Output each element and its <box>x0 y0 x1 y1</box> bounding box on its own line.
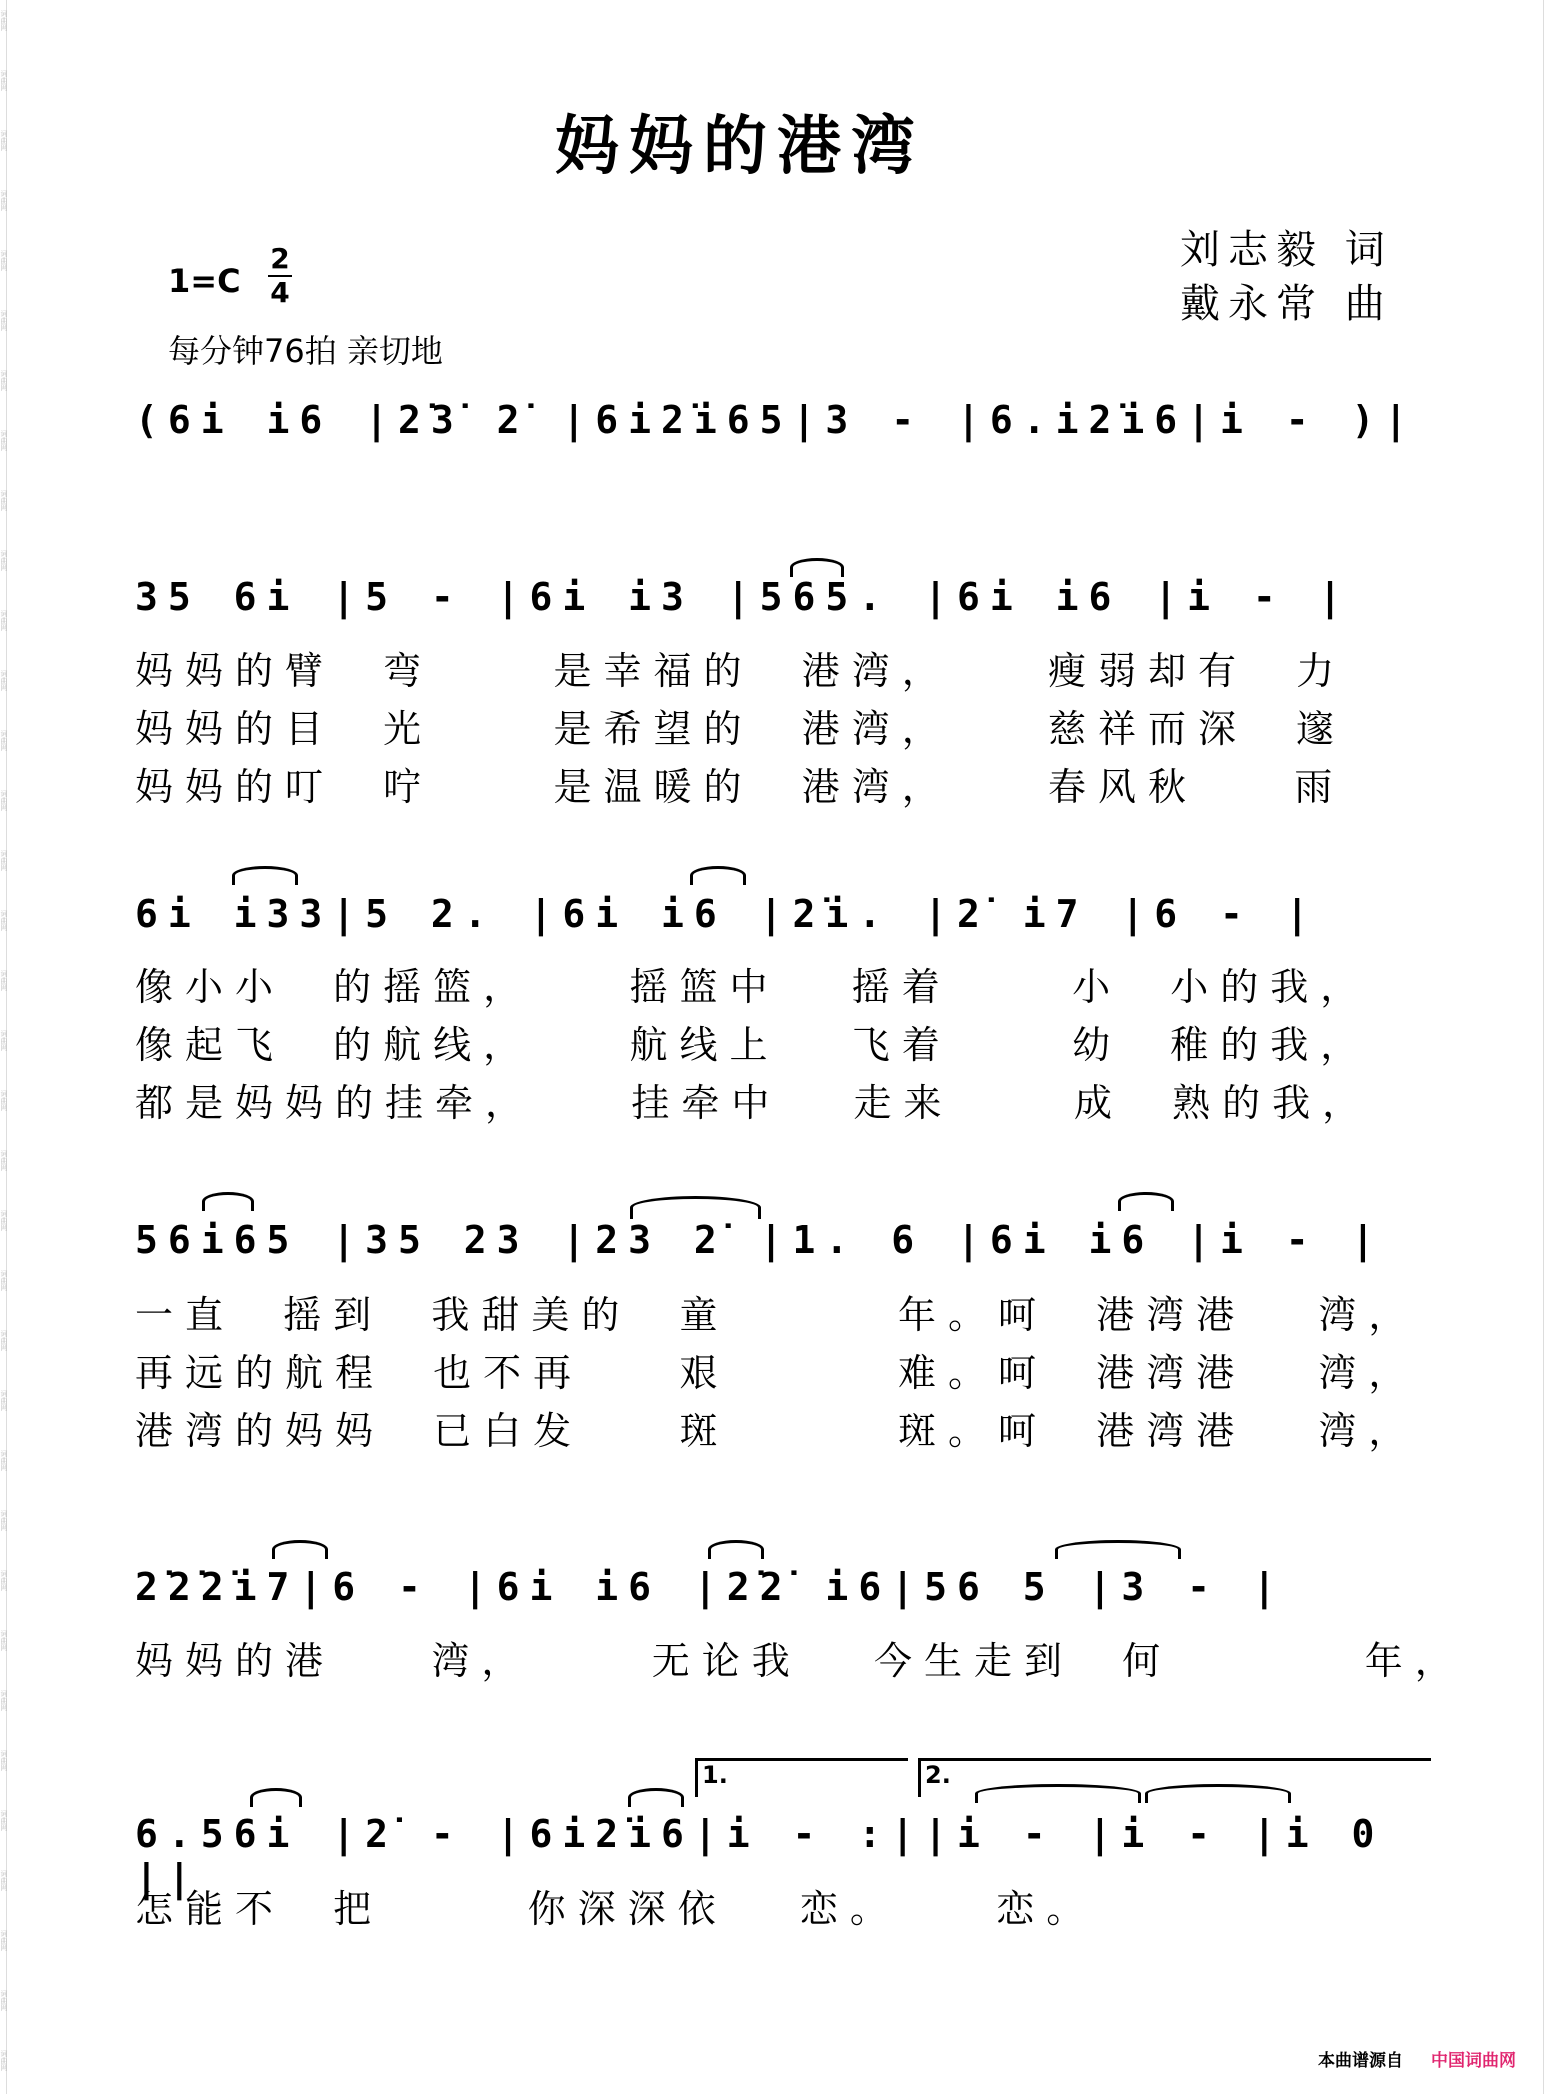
slur <box>628 1788 684 1807</box>
right-margin-strip <box>1543 0 1550 2094</box>
watermark-text: 词曲网 <box>0 970 8 991</box>
lyric-line-2-verse-1: 像小小 的摇篮， 摇篮中 摇着 小 小的我， <box>135 965 1371 1009</box>
slur <box>202 1192 254 1211</box>
lyric-line-2-verse-3: 都是妈妈的挂牵， 挂牵中 走来 成 熟的我， <box>135 1081 1373 1125</box>
composer-credit: 戴永常 曲 <box>1180 281 1393 327</box>
lyricist-credit: 刘志毅 词 <box>1180 227 1393 273</box>
watermark-text: 词曲网 <box>0 430 8 451</box>
slur <box>708 1540 764 1559</box>
watermark-text: 词曲网 <box>0 550 8 571</box>
lyric-line-5: 怎能不 把 你深深依 恋。 恋。 <box>135 1887 1097 1931</box>
watermark-text: 词曲网 <box>0 1270 8 1291</box>
time-denominator: 4 <box>270 276 290 309</box>
left-margin-strip <box>0 0 7 2094</box>
watermark-text: 词曲网 <box>0 1930 8 1951</box>
slur <box>232 866 298 885</box>
site-link[interactable]: 中国词曲网 <box>1431 2051 1516 2071</box>
watermark-text: 词曲网 <box>0 1870 8 1891</box>
watermark-text: 词曲网 <box>0 2050 8 2071</box>
lyric-line-4: 妈妈的港 湾， 无论我 今生走到 何 年， <box>135 1639 1465 1683</box>
watermark-text: 词曲网 <box>0 70 8 91</box>
watermark-text: 词曲网 <box>0 10 8 31</box>
watermark-text: 词曲网 <box>0 370 8 391</box>
score-line-3: 56i65 |35 23 |23 2̇ |1. 6 |6i i6 |i - | <box>135 1218 1385 1262</box>
score-line-2: 6i i33|5 2. |6i i6 |2̇i. |2̇ i7 |6 - | <box>135 892 1319 936</box>
slur <box>250 1788 302 1807</box>
slur <box>1055 1540 1181 1559</box>
slur <box>690 866 746 885</box>
watermark-text: 词曲网 <box>0 1690 8 1711</box>
watermark-text: 词曲网 <box>0 910 8 931</box>
time-numerator: 2 <box>270 242 290 275</box>
watermark-text: 词曲网 <box>0 790 8 811</box>
watermark-text: 词曲网 <box>0 250 8 271</box>
lyric-line-1-verse-2: 妈妈的目 光 是希望的 港湾， 慈祥而深 邃 <box>135 707 1347 751</box>
key-signature: 1=C <box>168 262 241 300</box>
watermark-text: 词曲网 <box>0 1510 8 1531</box>
watermark-text: 词曲网 <box>0 1630 8 1651</box>
song-title: 妈妈的港湾 <box>555 109 925 184</box>
first-ending-label: 1. <box>702 1761 728 1789</box>
watermark-text: 词曲网 <box>0 1210 8 1231</box>
watermark-text: 词曲网 <box>0 670 8 691</box>
tie <box>1145 1784 1291 1803</box>
watermark-text: 词曲网 <box>0 1090 8 1111</box>
lyric-line-3-verse-2: 再远的航程 也不再 艰 难。呵 港湾港 湾， <box>135 1351 1419 1395</box>
watermark-text: 词曲网 <box>0 1570 8 1591</box>
score-intro-row: (6i i6 |2̇3̇ 2̇ |6i2̇i65|3 - |6.i2̇i6|i - )| <box>135 398 1418 442</box>
watermark-text: 词曲网 <box>0 730 8 751</box>
score-line-4: 2̇2̇2̇i7|6 - |6i i6 |2̇2̇ i6|56 5 |3 - | <box>135 1565 1286 1609</box>
tempo-marking: 每分钟76拍 亲切地 <box>168 332 443 370</box>
first-ending-bracket <box>695 1758 908 1797</box>
watermark-text: 词曲网 <box>0 1150 8 1171</box>
watermark-text: 词曲网 <box>0 1030 8 1051</box>
watermark-text: 词曲网 <box>0 610 8 631</box>
watermark-text: 词曲网 <box>0 490 8 511</box>
lyric-line-1-verse-3: 妈妈的叮 咛 是温暖的 港湾， 春风秋 雨 <box>135 765 1345 809</box>
watermark-text: 词曲网 <box>0 130 8 151</box>
second-ending-label: 2. <box>925 1761 951 1789</box>
slur <box>1118 1192 1174 1211</box>
watermark-text: 词曲网 <box>0 850 8 871</box>
watermark-text: 词曲网 <box>0 1990 8 2011</box>
watermark-text: 词曲网 <box>0 1450 8 1471</box>
slur <box>790 558 844 577</box>
time-signature <box>268 242 292 309</box>
watermark-text: 词曲网 <box>0 1390 8 1411</box>
score-line-5: 6.56i |2̇ - |6i2̇i6|i - :||i - |i - |i 0 || <box>135 1812 1385 1900</box>
tie <box>975 1784 1141 1803</box>
slur <box>272 1540 328 1559</box>
watermark-text: 词曲网 <box>0 1330 8 1351</box>
source-label: 本曲谱源自 <box>1318 2051 1403 2071</box>
watermark-text: 词曲网 <box>0 1750 8 1771</box>
watermark-text: 词曲网 <box>0 190 8 211</box>
lyric-line-1-verse-1: 妈妈的臂 弯 是幸福的 港湾， 瘦弱却有 力 <box>135 649 1347 693</box>
watermark-text: 词曲网 <box>0 1810 8 1831</box>
watermark-text: 词曲网 <box>0 310 8 331</box>
lyric-line-3-verse-3: 港湾的妈妈 已白发 斑 斑。呵 港湾港 湾， <box>135 1409 1419 1453</box>
lyric-line-3-verse-1: 一直 摇到 我甜美的 童 年。呵 港湾港 湾， <box>135 1293 1419 1337</box>
source-note <box>1318 2046 1516 2071</box>
tie <box>630 1196 761 1219</box>
lyric-line-2-verse-2: 像起飞 的航线， 航线上 飞着 幼 稚的我， <box>135 1023 1371 1067</box>
score-line-1: 35 6i |5 - |6i i3 |565. |6i i6 |i - | <box>135 575 1352 619</box>
